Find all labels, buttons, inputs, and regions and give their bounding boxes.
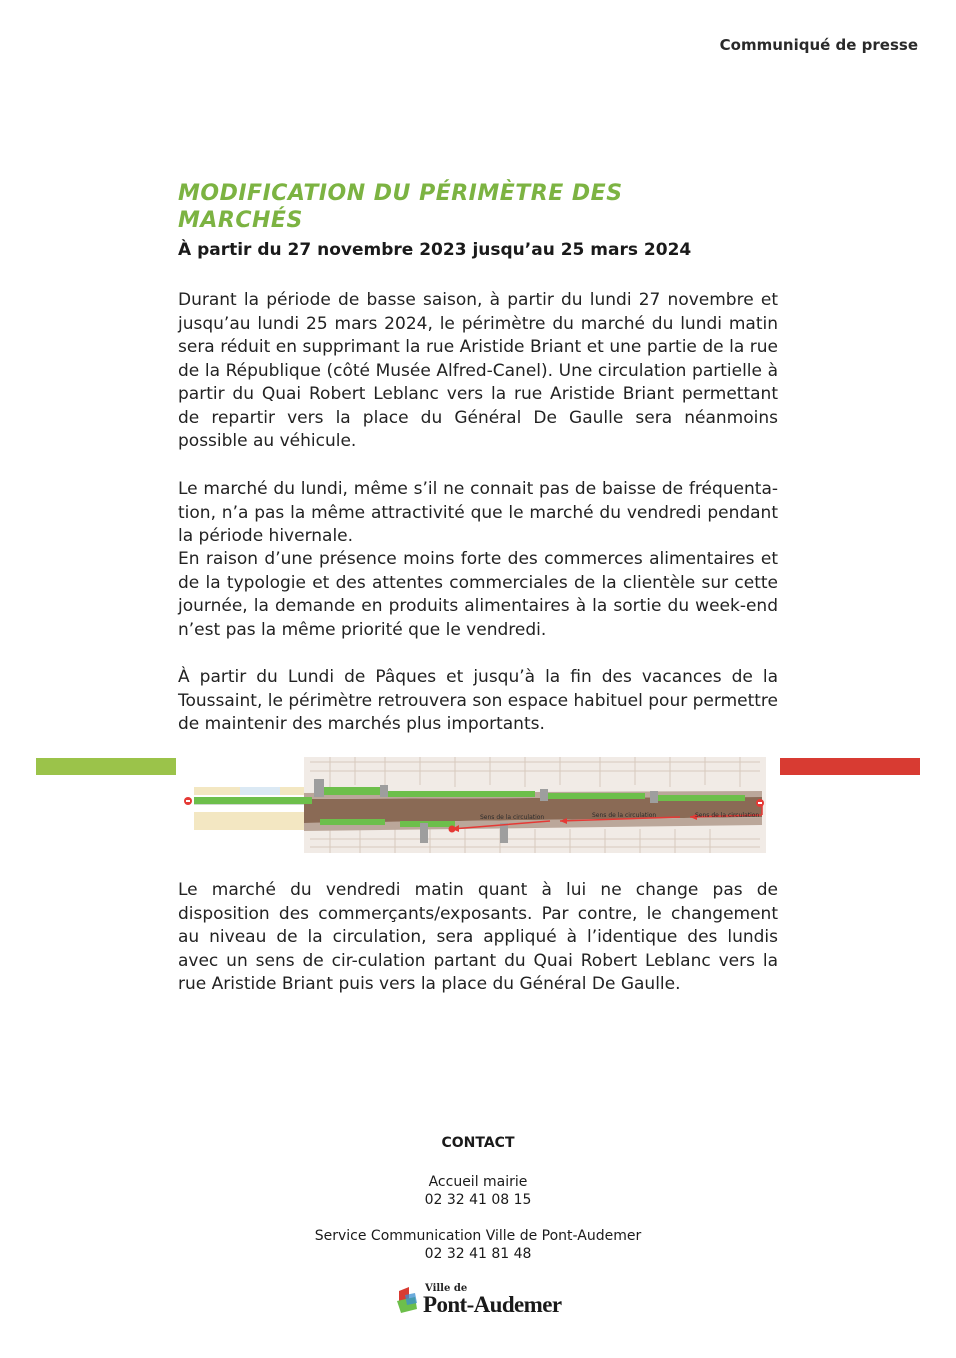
contact-block bbox=[0, 1135, 956, 1263]
document-type-label: Communiqué de presse bbox=[719, 36, 918, 54]
map-arrow-label: Sens de la circulation bbox=[592, 812, 657, 819]
city-emblem-icon bbox=[395, 1285, 421, 1315]
paragraph-food-demand: En raison d’une présence moins forte des commerces alimentaires et de la typologie et des attentes commerciales de la clientèle sur cette journée, la demande en produits alimentaires à la sortie du week-end n’est pas la même priorité que le vendredi. bbox=[178, 549, 778, 640]
contact-heading: CONTACT bbox=[441, 1135, 515, 1151]
green-decor-band bbox=[36, 758, 176, 775]
communication-service-label: Service Communication Ville de Pont-Audemer bbox=[314, 1228, 642, 1244]
map-arrow-label: Sens de la circulation bbox=[480, 814, 545, 821]
logo-line2: Pont-Audemer bbox=[423, 1292, 562, 1317]
map-arrow-label: Sens de la circulation bbox=[695, 812, 760, 819]
reception-phone: 02 32 41 08 15 bbox=[424, 1192, 532, 1208]
pont-audemer-logo bbox=[395, 1283, 575, 1323]
paragraph-friday-market: Le marché du vendredi matin quant à lui ne change pas de disposition des commerçants/exposants. Par contre, le changement au niveau de la circulation, sera appliqué à l’identique des lundis avec un sens de cir-culation partant du Quai Robert Leblanc vers la rue Aristide Briant puis vers la place du Général De Gaulle. bbox=[178, 880, 778, 994]
market-perimeter-map bbox=[180, 757, 766, 853]
communication-service-phone: 02 32 41 81 48 bbox=[424, 1246, 532, 1262]
logo-line1: Ville de bbox=[425, 1283, 468, 1294]
page-title: MODIFICATION DU PÉRIMÈTRE DES MARCHÉS bbox=[178, 181, 623, 233]
paragraph-easter-return: À partir du Lundi de Pâques et jusqu’à la fin des vacances de la Toussaint, le périmètre retrouvera son espace habituel pour permettre de maintenir des marchés plus importants. bbox=[178, 667, 778, 734]
paragraph-monday-market: Le marché du lundi, même s’il ne connait pas de baisse de fréquenta-tion, n’a pas la même attractivité que le marché du vendredi pendant la période hivernale. bbox=[178, 479, 778, 546]
paragraph-low-season: Durant la période de basse saison, à partir du lundi 27 novembre et jusqu’au lundi 25 mars 2024, le périmètre du marché du lundi matin sera réduit en supprimant la rue Aristide Briant et une partie de la rue de la République (côté Musée Alfred-Canel). Une circulation partielle à partir du Quai Robert Leblanc vers la rue Aristide Briant permettant de repartir vers la place du Général De Gaulle sera néanmoins possible au véhicule. bbox=[178, 290, 778, 451]
date-range-subtitle: À partir du 27 novembre 2023 jusqu’au 25 mars 2024 bbox=[178, 240, 692, 260]
red-decor-band bbox=[780, 758, 920, 775]
reception-label: Accueil mairie bbox=[428, 1174, 528, 1190]
